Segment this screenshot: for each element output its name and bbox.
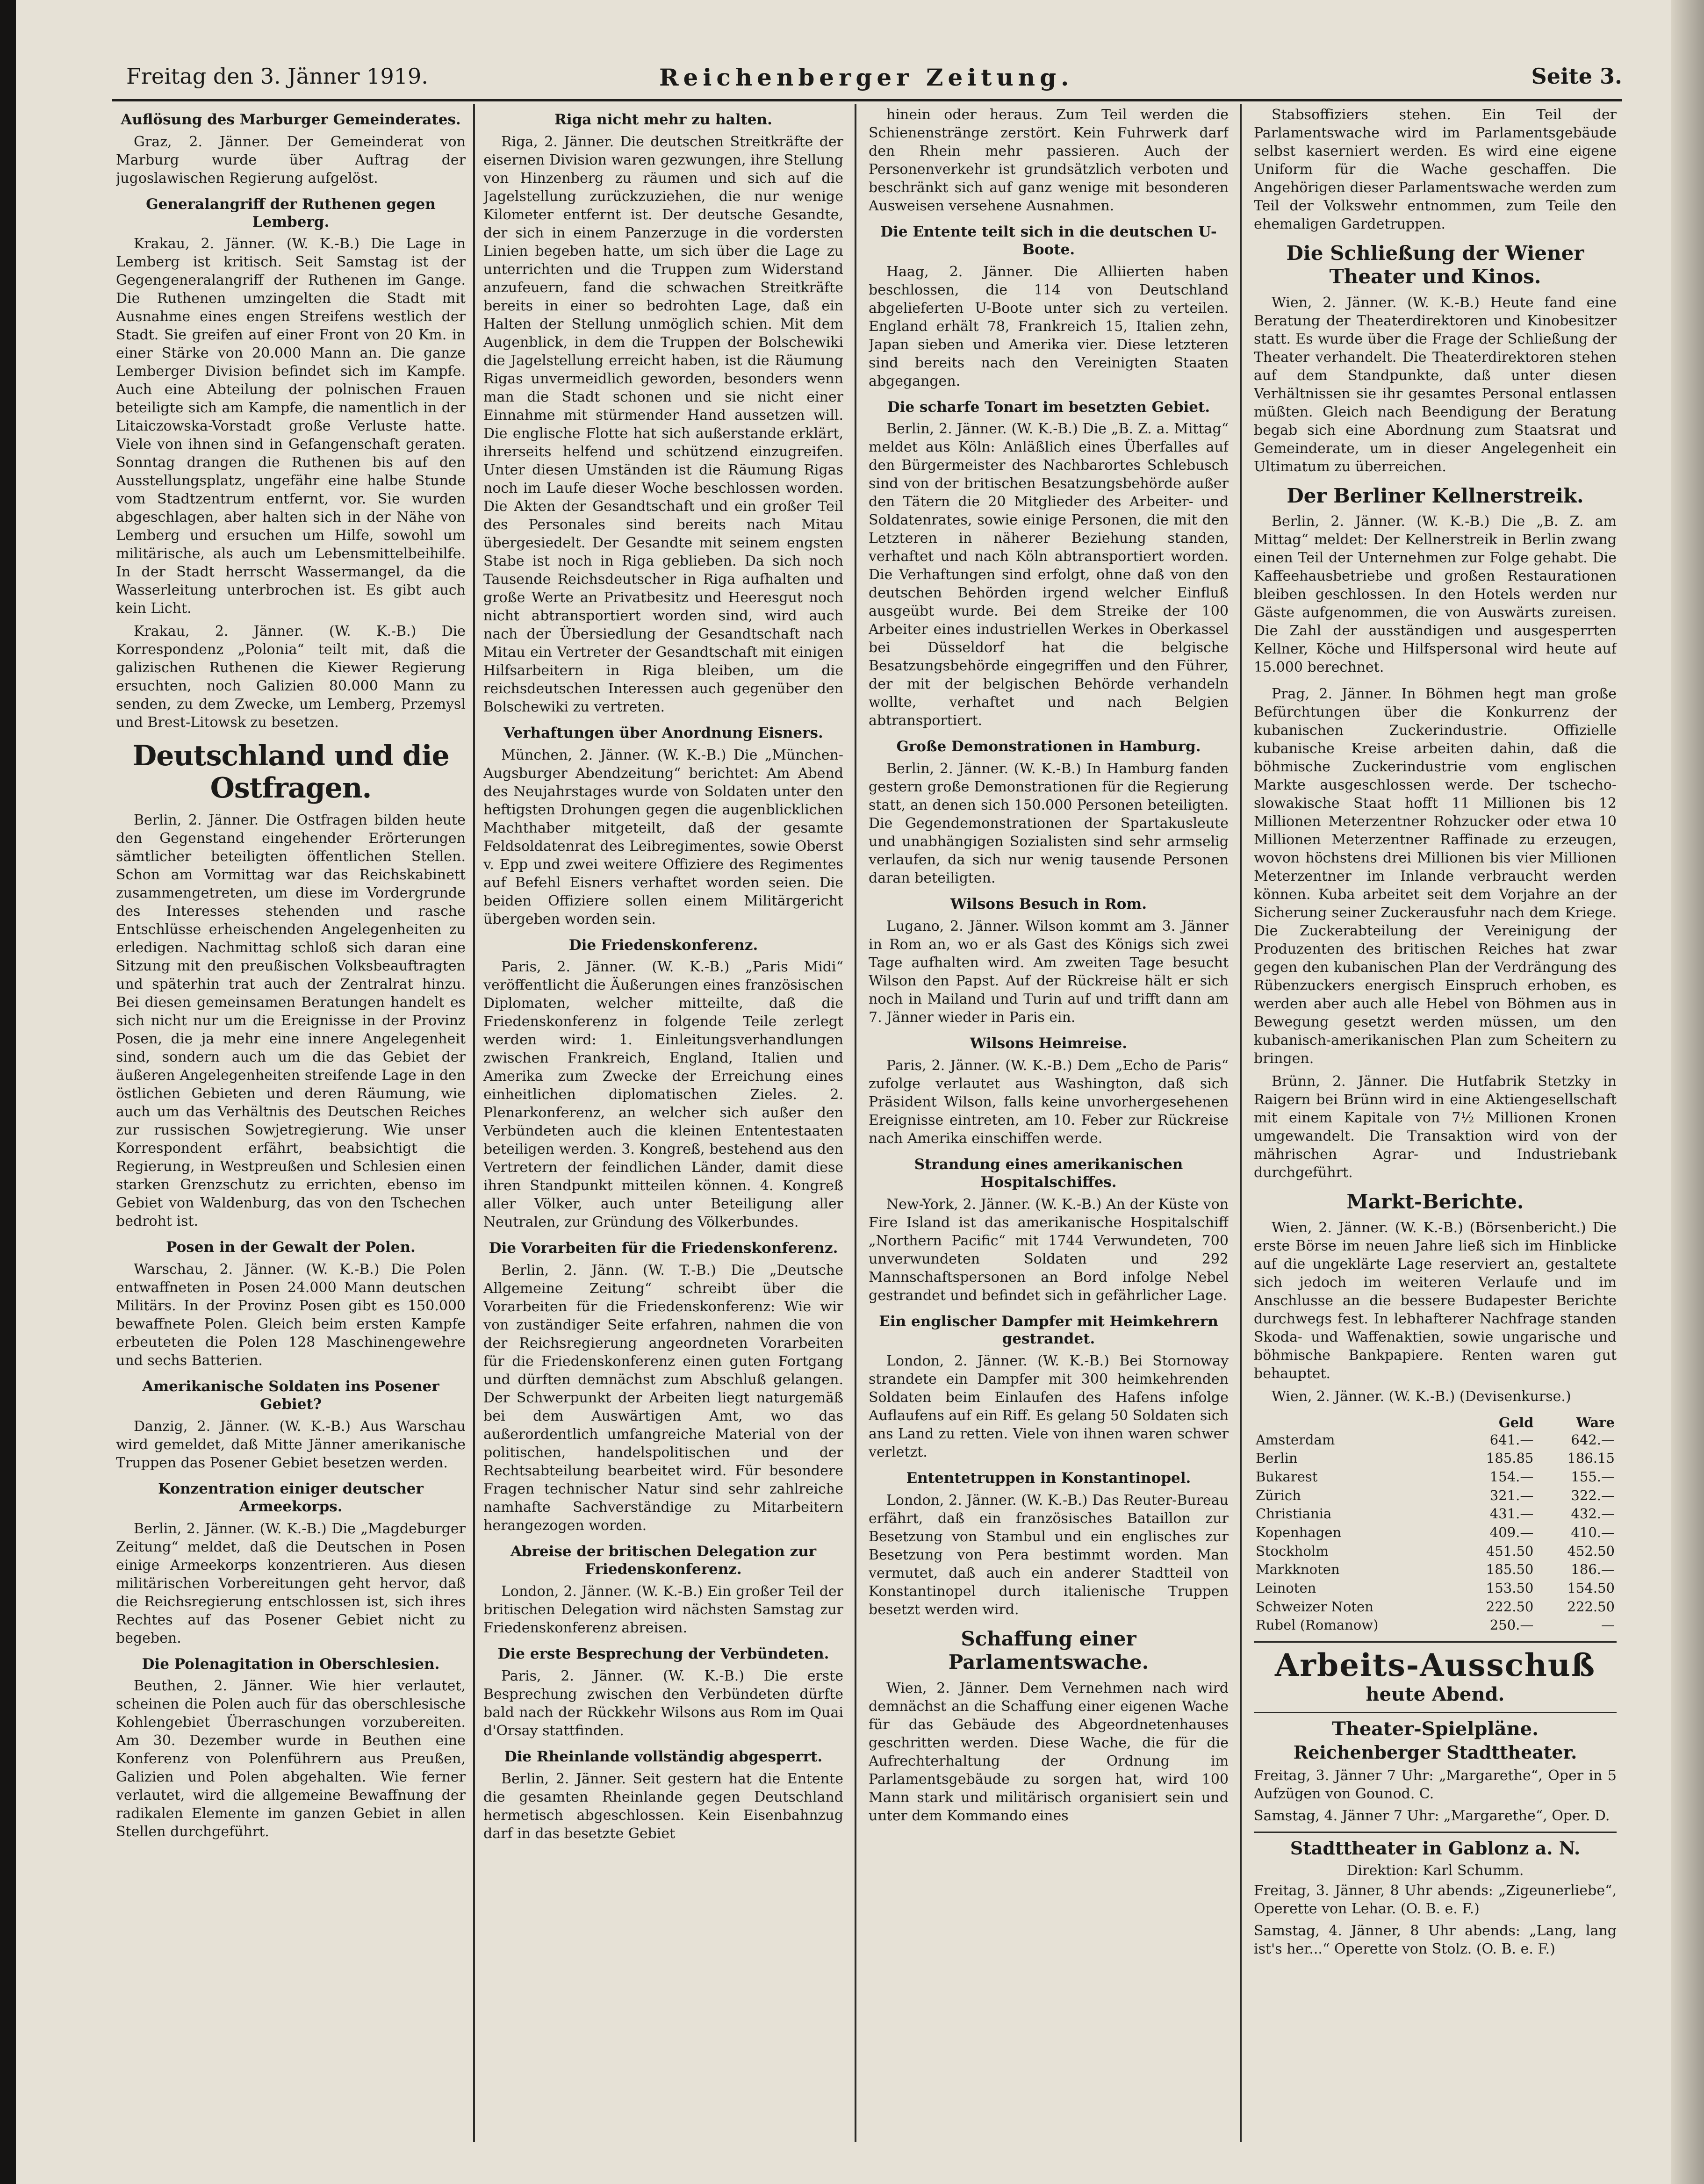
rate-ware: 410.— bbox=[1571, 1524, 1615, 1540]
rate-geld: 451.50 bbox=[1486, 1543, 1534, 1559]
article-paragraph: Berlin, 2. Jänner. (W. K.-B.) Die „Magdeburger Zeitung“ meldet, daß die Deutschen in Posen einige Armeekorps konzentrieren. Aus diesen militärischen Vorbereitungen geht hervor, daß die Reichsregierung entschlossen ist, sich ihres Rechtes auf das Posener Gebiet nicht zu begeben. bbox=[116, 1520, 466, 1646]
article-paragraph: Wien, 2. Jänner. Dem Vernehmen nach wird demnächst an die Schaffung einer eigenen Wache für das Gebäude des Abgeordnetenhauses geschritten werden. Diese Wache, die für die Aufrechterhaltung der Ordnung im Parlamentsgebäude zu sorgen hat, wird 100 Mann stark und militärisch organisiert sein und unter dem Kommando eines bbox=[869, 1680, 1229, 1824]
article-headline: Verhaftungen über Anordnung Eisners. bbox=[503, 724, 823, 741]
article-headline: Die Entente teilt sich in die deutschen U-Boote. bbox=[880, 223, 1217, 258]
exchange-rate-row bbox=[1254, 1468, 1617, 1487]
article bbox=[1254, 685, 1617, 1182]
theater-gablonz-direction: Direktion: Karl Schumm. bbox=[1346, 1862, 1524, 1879]
exchange-rate-row bbox=[1254, 1598, 1617, 1616]
column-3 bbox=[869, 106, 1229, 2142]
article-paragraph: London, 2. Jänner. (W. K.-B.) Bei Stornoway strandete ein Dampfer mit 300 heimkehrenden Soldaten beim Einlaufen des Hafens infolge Auflaufens auf ein Riff. Es gelang 50 Soldaten sich ans Land zu retten. Viele von ihnen waren schwer verletzt. bbox=[869, 1353, 1229, 1461]
article bbox=[483, 1240, 843, 1535]
article-paragraph: Berlin, 2. Jänner. Die Ostfragen bilden heute den Gegenstand eingehender Erörterungen sämtlicher beteiligten öffentlichen Stellen. Schon am Vormittag war das Reichskabinett zusammengetreten, um diese im Vordergrunde des Interesses stehenden und rasche Entschlüsse erheischenden Angelegenheiten zu erledigen. Nachmittag schloß sich daran eine Sitzung mit den preußischen Volksbeauftragten und späterhin trat auch der Zentralrat hinzu. Bei diesen gemeinsamen Beratungen handelt es sich nicht nur um die Ereignisse in der Provinz Posen, die ja mehr eine innere Angelegenheit sind, sondern auch um die das Gebiet der äußeren Angelegenheiten streifende Lage in den östlichen Gebieten und deren Räumung, wie auch um das Verhältnis des Deutschen Reiches zur russischen Sowjetregierung. Wie unser Korrespondent erfährt, beabsichtigt die Regierung, in Westpreußen und Schlesien einen starken Grenzschutz zu errichten, ebenso im Gebiet von Waldenburg, das von den Tschechen bedroht ist. bbox=[116, 812, 466, 1230]
article-paragraph: Berlin, 2. Jänner. (W. K.-B.) In Hamburg fanden gestern große Demonstrationen für die Regierung statt, an denen sich 150.000 Personen beteiligten. Die Gegendemonstrationen der Spartakusleute und unabhängigen Sozialisten sind sehr armselig verlaufen, da sich nur wenig tausende Personen daran beteiligten. bbox=[869, 761, 1229, 887]
theater-reichenberg-lines bbox=[1254, 1767, 1617, 1825]
article-paragraph: Graz, 2. Jänner. Der Gemeinderat von Marburg wurde über Auftrag der jugoslawischen Regierung aufgelöst. bbox=[116, 133, 466, 187]
binding-spine bbox=[0, 0, 16, 2184]
feature-headline: Deutschland und die Ostfragen. bbox=[132, 740, 449, 805]
rate-geld: 222.50 bbox=[1486, 1598, 1534, 1615]
theater-gablonz-name: Stadttheater in Gablonz a. N. bbox=[1290, 1837, 1581, 1859]
article bbox=[116, 1239, 466, 1370]
rate-geld: 185.85 bbox=[1486, 1450, 1534, 1466]
article-headline: Ein englischer Dampfer mit Heimkehrern gestrandet. bbox=[879, 1313, 1218, 1348]
article-paragraph: Berlin, 2. Jänn. (W. T.-B.) Die „Deutsche Allgemeine Zeitung“ schreibt über die Vorarbeiten für die Friedenskonferenz: Wie wir von zuständiger Seite erfahren, nahmen die von der Reichsregierung angeordneten Vorarbeiten für die Friedenskonferenz einen guten Fortgang und dürften demnächst zum Abschluß gelangen. Der Schwerpunkt der Arbeiten liegt naturgemäß bei dem Auswärtigen Amt, wo das außerordentlich umfangreiche Material von der politischen, handelspolitischen und der Rechtsabteilung bearbeitet wird. Für besondere Fragen technischer Natur sind sehr zahlreiche namhafte Sachverständige zu Mitarbeitern herangezogen worden. bbox=[483, 1262, 843, 1534]
currency-name: Amsterdam bbox=[1256, 1431, 1335, 1448]
exchange-rate-row bbox=[1254, 1616, 1617, 1635]
article bbox=[869, 1156, 1229, 1305]
rate-ware: 452.50 bbox=[1567, 1543, 1615, 1559]
article-headline: Posen in der Gewalt der Polen. bbox=[166, 1239, 416, 1256]
page-edge bbox=[1671, 0, 1704, 2184]
rate-geld: 250.— bbox=[1489, 1617, 1534, 1633]
section-headline: Der Berliner Kellnerstreik. bbox=[1287, 484, 1584, 507]
rate-geld: 321.— bbox=[1489, 1487, 1534, 1503]
rate-geld: 153.50 bbox=[1486, 1580, 1534, 1596]
article-headline: Die Polenagitation in Oberschlesien. bbox=[142, 1655, 440, 1673]
currency-name: Markknoten bbox=[1256, 1561, 1340, 1578]
article bbox=[869, 896, 1229, 1027]
exchange-rate-row bbox=[1254, 1487, 1617, 1505]
rate-ware: 322.— bbox=[1571, 1487, 1615, 1503]
currency-name: Bukarest bbox=[1256, 1468, 1318, 1485]
column-rule bbox=[473, 104, 475, 2142]
article-headline: Die Vorarbeiten für die Friedenskonferenz. bbox=[489, 1240, 838, 1257]
exchange-rate-header bbox=[1254, 1414, 1617, 1431]
article-headline: Die Rheinlande vollständig abgesperrt. bbox=[504, 1748, 823, 1765]
theater-schedule-line: Freitag, 3. Jänner, 8 Uhr abends: „Zigeunerliebe“, Operette von Lehar. (O. B. e. F.) bbox=[1254, 1882, 1617, 1917]
currency-name: Kopenhagen bbox=[1256, 1524, 1342, 1540]
article-headline: Riga nicht mehr zu halten. bbox=[554, 111, 772, 128]
article-headline: Wilsons Heimreise. bbox=[970, 1035, 1128, 1052]
article bbox=[483, 1645, 843, 1740]
article bbox=[116, 1656, 466, 1841]
article-headline: Abreise der britischen Delegation zur Friedenskonferenz. bbox=[510, 1543, 817, 1578]
article-paragraph: München, 2. Jänner. (W. K.-B.) Die „München-Augsburger Abendzeitung“ berichtet: Am Abend des Neujahrstages wurde von Soldaten unter den heftigsten Drohungen gegen die augenblicklichen Machthaber mitgeteilt, daß der gesamte Feldsoldatenrat des Leibregimentes, sowie Oberst v. Epp und zwei weitere Offiziere des Regimentes auf Befehl Eisners verhaftet worden seien. Die beiden Offiziere sollen einem Militärgericht übergeben worden sein. bbox=[483, 747, 843, 927]
article-headline: Konzentration einiger deutscher Armeekorps. bbox=[158, 1480, 424, 1515]
article bbox=[116, 1378, 466, 1472]
rate-geld: 641.— bbox=[1489, 1431, 1534, 1448]
article-headline: Große Demonstrationen in Hamburg. bbox=[896, 738, 1201, 755]
section-headline: Schaffung einer Parlamentswache. bbox=[948, 1627, 1149, 1674]
currency-name: Schweizer Noten bbox=[1256, 1598, 1373, 1615]
arbeits-ausschuss-title: Arbeits-Ausschuß bbox=[1274, 1647, 1596, 1684]
article-headline: Amerikanische Soldaten ins Posener Gebiet? bbox=[142, 1378, 439, 1413]
column-4 bbox=[1254, 106, 1617, 2142]
article-headline: Generalangriff der Ruthenen gegen Lemberg. bbox=[146, 195, 436, 230]
article bbox=[869, 1313, 1229, 1462]
column-rule bbox=[1240, 104, 1242, 2142]
article-paragraph: Prag, 2. Jänner. In Böhmen hegt man große Befürchtungen über die Konkurrenz der kubanischen Zuckerindustrie. Offizielle kubanische Kreise arbeiten dahin, daß die böhmische Zuckerindustrie vom englischen Markte ausgeschlossen werde. Der tschecho-slowakische Staat hofft 11 Millionen bis 12 Millionen Meterzentner Rohzucker oder etwa 10 Millionen Meterzentner Raffinade zu erzeugen, wovon höchstens drei Millionen bis vier Millionen Meterzentner im Inlande verbraucht werden können. Kuba arbeitet seit dem Vorjahre an der Sicherung seiner Zuckerausfuhr nach dem Kriege. Die Zuckerabteilung der Vereinigung der Produzenten des britischen Reiches hat zwar gegen den kubanischen Plan der Verdrängung des Rübenzuckers energisch Einspruch erhoben, es werden aber auch alle Hebel von Böhmen aus in Bewegung gesetzt werden müssen, um den kubanisch-amerikanischen Plan zum Scheitern zu bringen. bbox=[1254, 686, 1617, 1067]
article-paragraph: London, 2. Jänner. (W. K.-B.) Das Reuter-Bureau erfährt, daß ein französisches Bataillon zur Besetzung von Stambul und ein englisches zur Besetzung von Pera bestimmt worden. Man vermutet, daß auch ein anderer Stadtteil von Konstantinopel durch italienische Truppen besetzt werden wird. bbox=[869, 1492, 1229, 1618]
exchange-rate-rows bbox=[1254, 1431, 1617, 1635]
theater-schedule-line: Samstag, 4. Jänner, 8 Uhr abends: „Lang, lang ist's her...“ Operette von Stolz. (O. B. e. F.) bbox=[1254, 1922, 1617, 1957]
exchange-rate-row bbox=[1254, 1560, 1617, 1579]
article-paragraph: Berlin, 2. Jänner. (W. K.-B.) Die „B. Z. a. Mittag“ meldet aus Köln: Anläßlich eines Überfalles auf den Bürgermeister des Nachbarortes Schlebusch sind von der britischen Besatzungsbehörde außer den Tätern die 20 Mitglieder des Arbeiter- und Soldatenrates, sowie einige Personen, die mit den Letzteren in näherer Beziehung standen, verhaftet und nach Köln abtransportiert worden. Die Verhaftungen sind erfolgt, ohne daß von den deutschen Behörden irgend welcher Einfluß ausgeübt wurde. Bei dem Streike der 100 Arbeiter eines industriellen Werkes in Oberkassel bei Düsseldorf hat die belgische Besatzungsbehörde eingegriffen und den Führer, der mit der belgischen Behörde verhandeln wollte, verhaftet und nach Belgien abtransportiert. bbox=[869, 421, 1229, 729]
article bbox=[869, 223, 1229, 390]
article bbox=[869, 1627, 1229, 1825]
article-paragraph: Lugano, 2. Jänner. Wilson kommt am 3. Jänner in Rom an, wo er als Gast des Königs sich zwei Tage aufhalten wird. Am zweiten Tage besucht Wilson den Papst. Auf der Rückreise hält er sich noch in Mailand und Turin auf und trifft dann am 7. Jänner wieder in Paris ein. bbox=[869, 918, 1229, 1026]
theater-schedule-line: Samstag, 4. Jänner 7 Uhr: „Margarethe“, Oper. D. bbox=[1254, 1807, 1610, 1824]
article bbox=[483, 725, 843, 928]
article-paragraph: London, 2. Jänner. (W. K.-B.) Ein großer Teil der britischen Delegation wird nächsten Samstag zur Friedenskonferenz abreisen. bbox=[483, 1583, 843, 1636]
theater-reichenberg-name: Reichenberger Stadttheater. bbox=[1293, 1741, 1577, 1763]
article-paragraph: Wien, 2. Jänner. (W. K.-B.) Heute fand eine Beratung der Theaterdirektoren und Kinobesitzer statt. Es wurde über die Frage der Schließung der Theater verhandelt. Die Theaterdirektoren stehen auf dem Standpunkte, daß unter diesen Verhältnissen sie ihr gesamtes Personal entlassen müßten. Gleich nach Beendigung der Beratung begab sich eine Abordnung zum Staatsrat und Gemeinderate, um in dieser Angelegenheit ein Ultimatum zu überreichen. bbox=[1254, 294, 1617, 475]
section-rule bbox=[1254, 1641, 1617, 1643]
exchange-rate-row bbox=[1254, 1449, 1617, 1468]
page-number: Seite 3. bbox=[1531, 64, 1622, 89]
article-paragraph: hinein oder heraus. Zum Teil werden die Schienenstränge zerstört. Kein Fuhrwerk darf den Rhein mehr passieren. Auch der Personenverkehr ist grundsätzlich verboten und beschränkt sich auf ganz wenige mit besonderen Ausweisen versehene Ausnahmen. bbox=[869, 107, 1229, 214]
article bbox=[1254, 484, 1617, 676]
currency-name: Berlin bbox=[1256, 1450, 1298, 1466]
article-paragraph: Berlin, 2. Jänner. Seit gestern hat die Entente die gesamten Rheinlande gegen Deutschland hermetisch abgeschlossen. Kein Eisenbahnzug darf in das besetzte Gebiet bbox=[483, 1770, 843, 1842]
section-rule bbox=[1254, 1712, 1617, 1713]
article bbox=[116, 196, 466, 732]
article-paragraph: Stabsoffiziers stehen. Ein Teil der Parlamentswache wird im Parlamentsgebäude selbst kaserniert werden. Es wird eine eigene Uniform für die Wache geschaffen. Die Angehörigen dieser Parlamentswache werden zum Teil der Volkswehr entnommen, zum Teile den ehemaligen Gardetruppen. bbox=[1254, 107, 1617, 232]
article-paragraph: Krakau, 2. Jänner. (W. K.-B.) Die Korrespondenz „Polonia“ teilt mit, daß die galizischen Ruthenen die Kiewer Regierung ersuchten, noch Galizien 80.000 Mann zu senden, zu dem Zwecke, um Lemberg, Przemysl und Brest-Litowsk zu besetzen. bbox=[116, 623, 466, 731]
article bbox=[869, 1470, 1229, 1619]
rate-ware: 155.— bbox=[1571, 1468, 1615, 1485]
article bbox=[869, 1035, 1229, 1148]
article-paragraph: Berlin, 2. Jänner. (W. K.-B.) Die „B. Z. am Mittag“ meldet: Der Kellnerstreik in Berlin zwang einen Teil der Unternehmen zur Folge gehabt. Die Kaffeehausbetriebe und großen Restaurationen bleiben geschlossen. In den Hotels werden nur Gäste aufgenommen, die von Auswärts zureisen. Die Zahl der ausständigen und ausgesperrten Kellner, Köche und Hilfspersonal wird heute auf 15.000 berechnet. bbox=[1254, 513, 1617, 676]
article-paragraph: Paris, 2. Jänner. (W. K.-B.) Die erste Besprechung zwischen den Verbündeten dürfte bald nach der Rückkehr Wilsons aus Rom im Quai d'Orsay stattfinden. bbox=[483, 1667, 843, 1739]
theater-schedule-title: Theater-Spielpläne. bbox=[1331, 1717, 1539, 1740]
exchange-rate-row bbox=[1254, 1431, 1617, 1450]
column-4-articles bbox=[1254, 106, 1617, 1406]
article-paragraph: Paris, 2. Jänner. (W. K.-B.) „Paris Midi“ veröffentlicht die Äußerungen eines französischen Diplomaten, welcher mitteilte, daß die Friedenskonferenz in folgende Teile zerlegt werden wird: 1. Einleitungsverhandlungen zwischen Frankreich, England, Italien und Amerika zum Zwecke der Erreichung eines einheitlichen diplomatischen Zieles. 2. Plenarkonferenz, an welcher sich außer den Verbündeten auch die kleinen Ententestaaten beteiligen werden. 3. Kongreß, bestehend aus den Vertretern der feindlichen Länder, damit diese ihren Standpunkt mitteilen können. 4. Kongreß aller Völker, auch unter Beteiligung aller Neutralen, zur Gründung des Völkerbundes. bbox=[483, 959, 843, 1231]
rate-ware: — bbox=[1601, 1617, 1615, 1633]
article-paragraph: Wien, 2. Jänner. (W. K.-B.) (Börsenbericht.) Die erste Börse im neuen Jahre ließ sich im Hinblicke auf die ungeklärte Lage reserviert an, gestaltete sich jedoch im weiteren Verlaufe und im Anschlusse an die bessere Budapester Berichte durchwegs fest. In lebhafterer Nachfrage standen Skoda- und Waffenaktien, sowie ungarische und böhmische Bankpapiere. Renten waren gut behauptet. bbox=[1254, 1219, 1617, 1382]
masthead bbox=[112, 55, 1622, 97]
article bbox=[869, 399, 1229, 730]
article bbox=[116, 111, 466, 187]
article-paragraph: Paris, 2. Jänner. (W. K.-B.) Dem „Echo de Paris“ zufolge verlautet aus Washington, daß sich Präsident Wilson, falls keine unvorhergesehenen Ereignisse eintreten, am 10. Feber zur Rückreise nach Amerika einschiffen werde. bbox=[869, 1057, 1229, 1147]
section-rule bbox=[1254, 1832, 1617, 1833]
article-paragraph: Wien, 2. Jänner. (W. K.-B.) (Devisenkurse.) bbox=[1272, 1388, 1571, 1405]
column-1 bbox=[116, 106, 466, 2142]
theater-schedule-line: Freitag, 3. Jänner 7 Uhr: „Margarethe“, Oper in 5 Aufzügen von Gounod. C. bbox=[1254, 1767, 1617, 1802]
article bbox=[869, 738, 1229, 887]
article bbox=[483, 1748, 843, 1843]
arbeits-ausschuss-subtitle: heute Abend. bbox=[1366, 1683, 1505, 1705]
column-rule bbox=[855, 104, 856, 2142]
exchange-rate-header-cell: Geld bbox=[1498, 1414, 1534, 1430]
rate-geld: 154.— bbox=[1489, 1468, 1534, 1485]
rate-ware: 432.— bbox=[1571, 1506, 1615, 1522]
article bbox=[1254, 106, 1617, 233]
exchange-rate-header-cell: Ware bbox=[1576, 1414, 1615, 1430]
currency-name: Christiania bbox=[1256, 1506, 1332, 1522]
exchange-rate-row bbox=[1254, 1579, 1617, 1598]
currency-name: Zürich bbox=[1256, 1487, 1301, 1503]
exchange-rate-table bbox=[1254, 1414, 1617, 1635]
currency-name: Leinoten bbox=[1256, 1580, 1316, 1596]
theater-gablonz-lines bbox=[1254, 1882, 1617, 1958]
article-paragraph: Haag, 2. Jänner. Die Alliierten haben beschlossen, die 114 von Deutschland abgelieferten U-Boote unter sich zu verteilen. England erhält 78, Frankreich 15, Italien zehn, Japan sieben und Amerika vier. Diese letzteren sind bereits nach den Vereinigten Staaten abgegangen. bbox=[869, 263, 1229, 389]
article-headline: Ententetruppen in Konstantinopel. bbox=[906, 1470, 1191, 1487]
rate-ware: 154.50 bbox=[1567, 1580, 1615, 1596]
article-paragraph: Brünn, 2. Jänner. Die Hutfabrik Stetzky in Raigern bei Brünn wird in eine Aktiengesellschaft mit einem Kapitale von 7½ Millionen Kronen umgewandelt. Die Transaktion wird von der mährischen Agrar- und Industriebank durchgeführt. bbox=[1254, 1073, 1617, 1181]
currency-name: Stockholm bbox=[1256, 1543, 1329, 1559]
article bbox=[869, 106, 1229, 215]
article bbox=[116, 1480, 466, 1647]
article bbox=[483, 1543, 843, 1637]
article-paragraph: New-York, 2. Jänner. (W. K.-B.) An der Küste von Fire Island ist das amerikanische Hospitalschiff „Northern Pacific“ mit 1744 Verwundeten, 700 unverwundeten Soldaten und 292 Mannschaftspersonen an Bord infolge Nebel gestrandet und befindet sich in gefährlicher Lage. bbox=[869, 1196, 1229, 1304]
section-headline: Die Schließung der Wiener Theater und Kinos. bbox=[1286, 242, 1584, 288]
article bbox=[1254, 242, 1617, 476]
exchange-rate-header-cell bbox=[1254, 1414, 1454, 1431]
article bbox=[1254, 1190, 1617, 1405]
section-headline: Markt-Berichte. bbox=[1346, 1190, 1524, 1214]
newspaper-title: Reichenberger Zeitung. bbox=[659, 64, 1074, 91]
article-paragraph: Danzig, 2. Jänner. (W. K.-B.) Aus Warschau wird gemeldet, daß Mitte Jänner amerikanische Truppen das Posener Gebiet besetzen werden. bbox=[116, 1418, 466, 1471]
rate-ware: 186.15 bbox=[1567, 1450, 1615, 1466]
article-headline: Auflösung des Marburger Gemeinderates. bbox=[121, 111, 461, 128]
article bbox=[483, 937, 843, 1232]
column-2 bbox=[483, 106, 843, 2142]
article-paragraph: Krakau, 2. Jänner. (W. K.-B.) Die Lage in Lemberg ist kritisch. Seit Samstag ist der Gegengeneralangriff der Ruthenen im Gange. Die Ruthenen umzingelten die Stadt mit Ausnahme eines engen Streifens westlich der Stadt. Sie greifen auf einer Front von 20 Km. in einer Stärke von 20.000 Mann an. Die ganze Lemberger Division befindet sich im Kampfe. Auch eine Abteilung der polnischen Frauen beteiligte sich am Kampfe, die namentlich in der Litaiczowska-Vorstadt große Verluste hatte. Viele von ihnen sind in Gefangenschaft geraten. Sonntag drangen die Ruthenen bis auf den Ausstellungsplatz, ungefähr eine halbe Stunde vom Stadtzentrum entfernt, vor. Sie wurden abgeschlagen, aber halten sich in der Nähe von Lemberg und ersuchen um Hilfe, sowohl um militärische, als auch um Lebensmittelbeihilfe. In der Stadt herrscht Wassermangel, da die Wasserleitung unterbrochen ist. Es gibt auch kein Licht. bbox=[116, 236, 466, 617]
rate-ware: 186.— bbox=[1571, 1561, 1615, 1578]
currency-name: Rubel (Romanow) bbox=[1256, 1617, 1379, 1633]
article-headline: Die Friedenskonferenz. bbox=[568, 936, 758, 954]
exchange-rate-row bbox=[1254, 1542, 1617, 1561]
article-headline: Die scharfe Tonart im besetzten Gebiet. bbox=[887, 398, 1210, 416]
rate-ware: 642.— bbox=[1571, 1431, 1615, 1448]
rate-geld: 431.— bbox=[1489, 1506, 1534, 1522]
article-paragraph: Riga, 2. Jänner. Die deutschen Streitkräfte der eisernen Division waren gezwungen, ihre Stellung von Hinzenberg zu räumen und sich auf die Jagelstellung zurückzuziehen, die nur wenige Kilometer entfernt ist. Der deutsche Gesandte, der sich in einem Panzerzuge in die vordersten Linien begeben hatte, um sich über die Lage zu unterrichten und die Truppen zum Widerstand anzufeuern, fand die schwachen Streitkräfte bereits in einer so bedrohten Lage, daß ein Halten der Stellung unmöglich schien. Mit dem Augenblick, in dem die Truppen der Bolschewiki die Jagelstellung erreicht haben, ist die Räumung Rigas unvermeidlich geworden, besonders wenn man die Stadt schonen und sie nicht einer Einnahme mit stürmender Hand aussetzen will. Die englische Flotte hat sich außerstande erklärt, ihrerseits helfend und schützend einzugreifen. Unter diesen Umständen ist die Räumung Rigas noch im Laufe dieser Woche beschlossen worden. Die Akten der Gesandtschaft und ein großer Teil des Personales sind bereits nach Mitau übergesiedelt. Der Gesandte mit seinem engsten Stabe ist noch in Riga geblieben. Da sich noch Tausende Reichsdeutscher in Riga aufhalten und große Werte an Privatbesitz und Heeresgut noch nicht abtransportiert worden sind, wird auch nach der Übersiedlung der Gesandtschaft nach Mitau ein Vertreter der Gesandtschaft mit einigen Hilfsarbeitern in Riga bleiben, um die reichsdeutschen Interessen auch gegenüber den Bolschewiki zu vertreten. bbox=[483, 133, 843, 715]
exchange-rate-row bbox=[1254, 1523, 1617, 1542]
rate-geld: 185.50 bbox=[1486, 1561, 1534, 1578]
rate-ware: 222.50 bbox=[1567, 1598, 1615, 1615]
article-headline: Strandung eines amerikanischen Hospitalschiffes. bbox=[914, 1156, 1183, 1191]
article-headline: Die erste Besprechung der Verbündeten. bbox=[497, 1645, 829, 1662]
issue-date: Freitag den 3. Jänner 1919. bbox=[126, 64, 428, 89]
article-headline: Wilsons Besuch in Rom. bbox=[950, 896, 1147, 913]
exchange-rate-row bbox=[1254, 1505, 1617, 1523]
article bbox=[483, 111, 843, 716]
masthead-rule bbox=[112, 99, 1622, 101]
article bbox=[116, 740, 466, 1230]
rate-geld: 409.— bbox=[1489, 1524, 1534, 1540]
article-paragraph: Beuthen, 2. Jänner. Wie hier verlautet, scheinen die Polen auch für das oberschlesische Kohlengebiet Überraschungen vorzubereiten. Am 30. Dezember wurde in Beuthen eine Konferenz von Polenführern aus Preußen, Galizien und Polen abgehalten. Wie ferner verlautet, wird die allgemeine Bewaffnung der radikalen Elemente im ganzen Gebiet in allen Stellen durchgeführt. bbox=[116, 1678, 466, 1840]
article-paragraph: Warschau, 2. Jänner. (W. K.-B.) Die Polen entwaffneten in Posen 24.000 Mann deutschen Militärs. In der Provinz Posen gibt es 150.000 bewaffnete Polen. Gleich beim ersten Kampfe erbeuteten die Polen 128 Maschinengewehre und sechs Batterien. bbox=[116, 1261, 466, 1369]
